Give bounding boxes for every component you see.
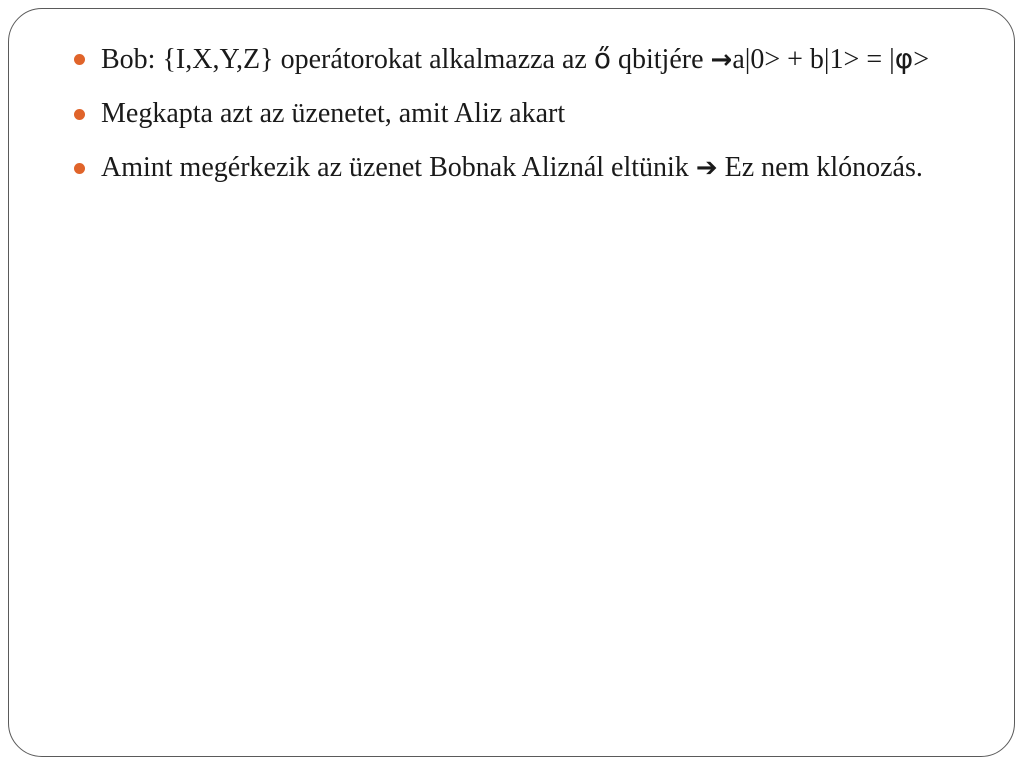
bullet-1-text-f: > xyxy=(913,44,930,75)
bullet-dot-icon xyxy=(74,109,85,120)
bullet-item-2 xyxy=(69,94,969,134)
bullet-3-text-b: Ez nem klónozás. xyxy=(717,152,923,183)
bold-right-arrow-icon: ➔ xyxy=(695,153,718,183)
slide-content xyxy=(69,39,969,202)
bullet-list xyxy=(69,39,969,188)
bullet-item-1 xyxy=(69,39,969,80)
bullet-3-text-a: Amint megérkezik az üzenet Bobnak Aliznál eltünik xyxy=(101,152,696,183)
right-arrow-icon: → xyxy=(710,45,733,75)
bullet-1-text-d: a|0> + b|1> = | xyxy=(732,44,895,75)
bullet-dot-icon xyxy=(74,54,85,65)
bullet-item-3 xyxy=(69,148,969,188)
bullet-1-symbol-o: ő xyxy=(593,42,611,75)
slide-frame xyxy=(8,8,1015,757)
bullet-1-symbol-phi: φ xyxy=(894,42,914,75)
bullet-1-text-a: Bob: {I,X,Y,Z} operátorokat alkalmazza az xyxy=(101,44,594,75)
bullet-2-text: Megkapta azt az üzenetet, amit Aliz akart xyxy=(101,98,566,129)
bullet-1-text-c: qbitjére xyxy=(610,44,711,75)
bullet-dot-icon xyxy=(74,163,85,174)
